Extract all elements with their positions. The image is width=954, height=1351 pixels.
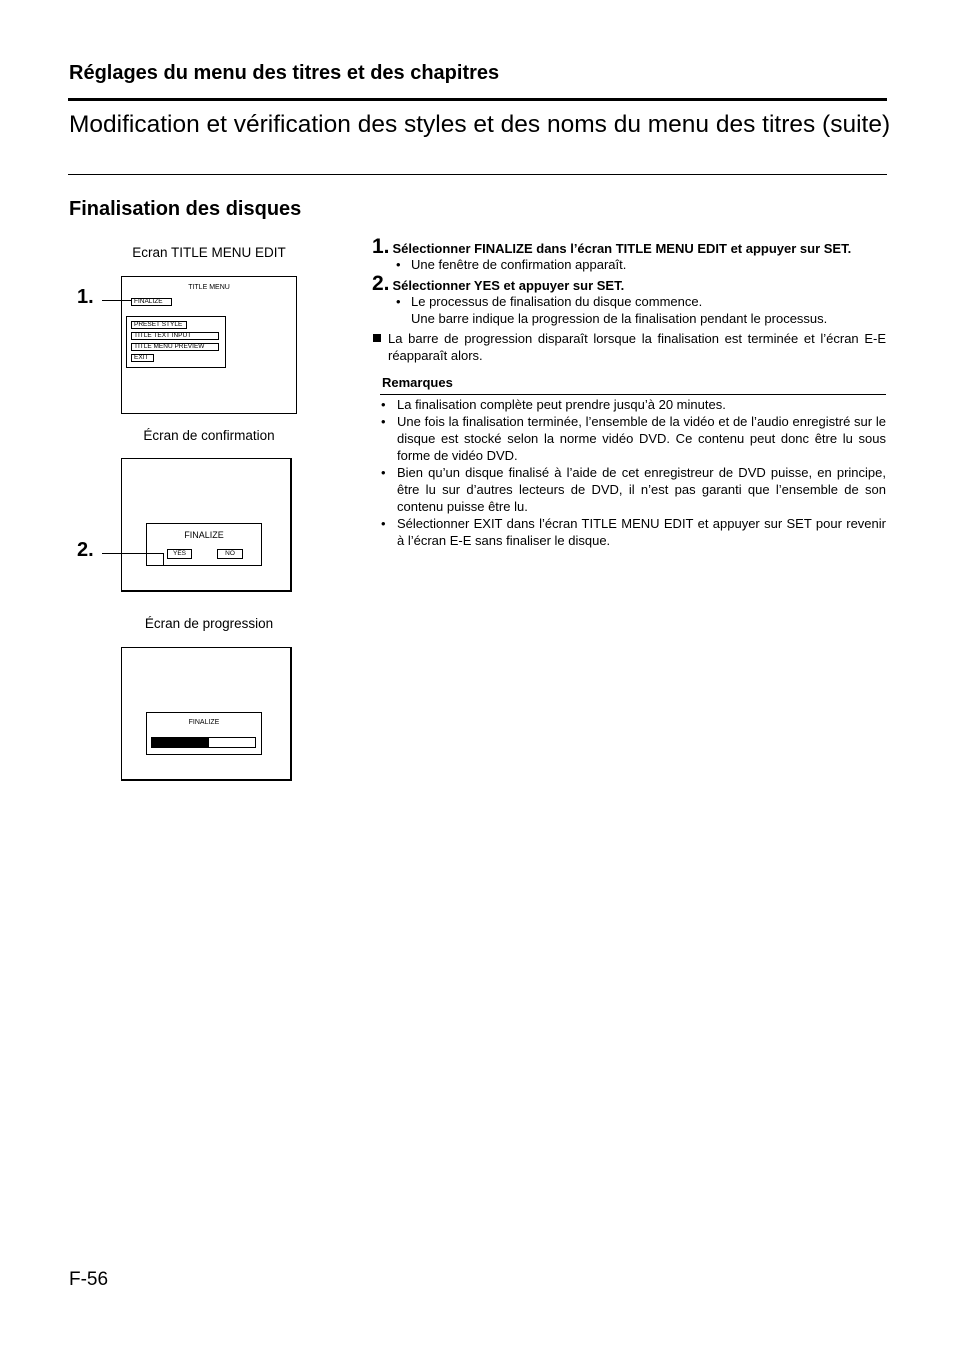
- title-menu-heading: TITLE MENU: [188, 284, 230, 291]
- figure-caption-title-menu-edit: Ecran TITLE MENU EDIT: [132, 245, 286, 260]
- menu-item-finalize[interactable]: FINALIZE: [131, 298, 172, 306]
- title-menu-edit-screen: [121, 276, 297, 414]
- step-1-number: 1.: [372, 235, 390, 258]
- menu-item-title-menu-preview[interactable]: TITLE MENU PREVIEW: [131, 343, 219, 351]
- remark-item: • Une fois la finalisation terminée, l’ensemble de la vidéo et de l’audio enregistré sur le disque est stocké selon la norme vidéo DVD. Ce contenu peut donc être lu sous forme de vidéo DVD.: [381, 413, 886, 464]
- title-rule: [68, 174, 887, 175]
- remarks-rule: [380, 394, 886, 395]
- callout-step-2: 2.: [77, 539, 94, 561]
- menu-item-title-text-input[interactable]: TITLE TEXT INPUT: [131, 332, 219, 340]
- step-2-text: Sélectionner YES et appuyer sur SET.: [392, 278, 625, 293]
- progress-bar-note: La barre de progression disparaît lorsque la finalisation est terminée et l’écran E-E réapparaît alors.: [388, 331, 886, 363]
- page-title: Modification et vérification des styles et des noms du menu des titres (suite): [69, 111, 891, 138]
- figure-caption-confirmation: Écran de confirmation: [143, 428, 275, 443]
- remark-item: • Bien qu’un disque finalisé à l’aide de cet enregistreur de DVD puisse, en principe, être lu sur d’autres lecteurs de DVD, il n’est pas garanti que l’ensemble de son contenu puisse être lu.: [381, 464, 886, 515]
- callout-step-1: 1.: [77, 286, 94, 308]
- remark-item: • Sélectionner EXIT dans l’écran TITLE MENU EDIT et appuyer sur SET pour revenir à l’écran E-E sans finaliser le disque.: [381, 515, 886, 549]
- page-number: F-56: [69, 1269, 109, 1290]
- progression-screen: [121, 647, 292, 781]
- leader-line-step-1: [102, 300, 131, 301]
- remarks-list: [381, 396, 886, 549]
- no-button[interactable]: NO: [217, 549, 243, 559]
- subsection-title: Finalisation des disques: [69, 198, 302, 220]
- section-header: Réglages du menu des titres et des chapitres: [69, 62, 500, 84]
- confirmation-dialog-title: FINALIZE: [184, 530, 224, 540]
- step-2-number: 2.: [372, 272, 390, 295]
- header-rule: [68, 98, 887, 101]
- progress-bar: [151, 737, 256, 748]
- title-menu-options-panel: [126, 316, 226, 368]
- leader-line-step-2: [102, 553, 164, 554]
- menu-item-preset-style[interactable]: PRESET STYLE: [131, 321, 187, 329]
- square-bullet-icon: [373, 334, 381, 342]
- progress-dialog-title: FINALIZE: [188, 719, 220, 726]
- leader-line-step-2-vertical: [163, 553, 164, 565]
- step-2-note-continued: Une barre indique la progression de la finalisation pendant le processus.: [411, 311, 828, 326]
- confirmation-screen: [121, 458, 292, 592]
- step-1-text: Sélectionner FINALIZE dans l’écran TITLE MENU EDIT et appuyer sur SET.: [392, 241, 852, 256]
- menu-item-exit[interactable]: EXIT: [131, 354, 154, 362]
- remark-item: • La finalisation complète peut prendre jusqu’à 20 minutes.: [381, 396, 886, 413]
- figure-caption-progression: Écran de progression: [144, 616, 274, 631]
- yes-button[interactable]: YES: [167, 549, 192, 559]
- remarks-title: Remarques: [382, 375, 453, 390]
- progress-bar-fill: [152, 738, 209, 747]
- finalize-progress-dialog: [146, 712, 262, 755]
